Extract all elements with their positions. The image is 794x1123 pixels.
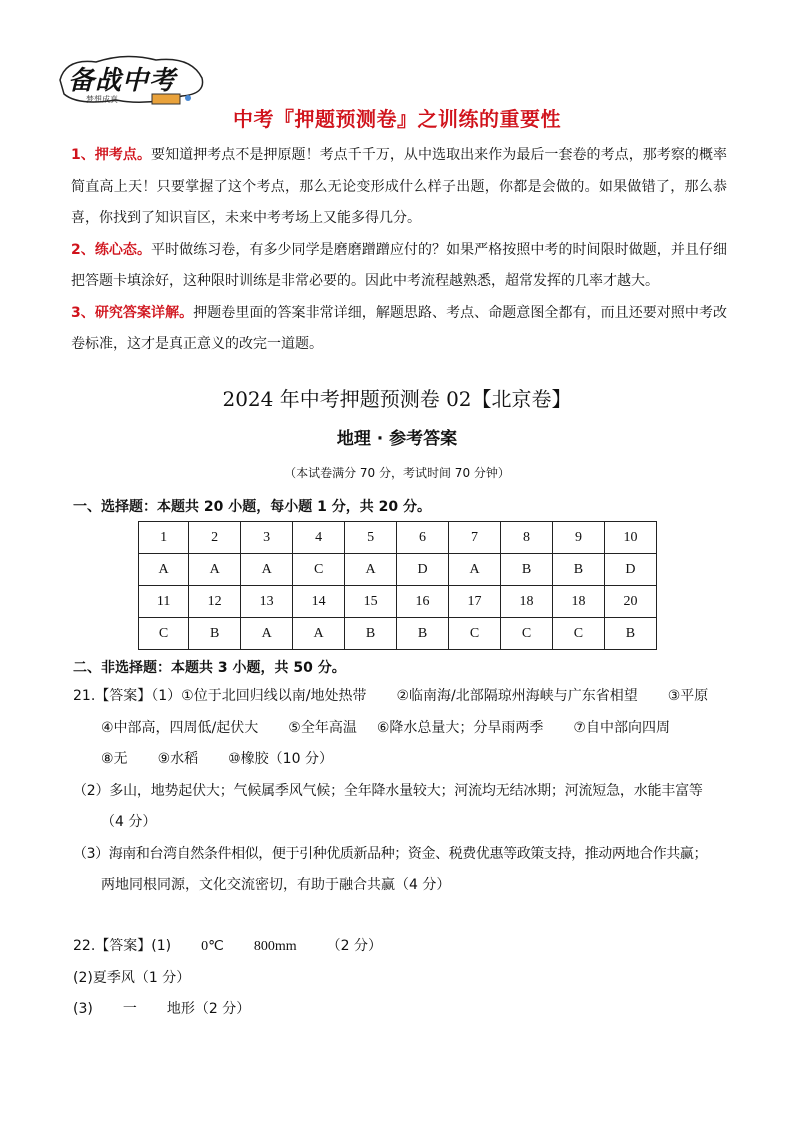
answer-21-item: ⑧无 [101,751,128,767]
table-row [139,554,657,586]
answer-21-part3: （3）海南和台湾自然条件相似，便于引种优质新品种；资金、税费优惠等政策支持，推动两地合作共赢； [73,845,708,862]
table-cell: 20 [604,586,656,618]
table-cell: 5 [345,522,397,554]
table-cell: 15 [345,586,397,618]
table-cell: A [139,554,189,586]
promo-item [71,140,727,235]
answer-21-item: ④中部高，四周低/起伏大 [101,719,259,736]
table-cell: A [449,554,501,586]
table-cell: 6 [397,522,449,554]
answer-21 [73,681,733,902]
table-cell: 17 [449,586,501,618]
table-cell: 10 [604,522,656,554]
answer-22-line3 [73,994,733,1026]
table-cell: 18 [552,586,604,618]
table-cell: C [552,618,604,650]
table-cell: D [397,554,449,586]
answer-21-part3-cont: 两地同根同源，文化交流密切，有助于融合共赢（4 分） [101,877,451,893]
answer-22-prefix: 22.【答案】(1) [73,938,172,954]
answer-21-item: ①位于北回归线以南/地处热带 [181,688,367,704]
exam-note: （本试卷满分 70 分，考试时间 70 分钟） [284,466,510,480]
answer-21-line3 [73,744,733,776]
answer-22-part3-prefix: (3) [73,1001,93,1017]
table-cell: B [345,618,397,650]
answer-21-item: ③平原 [667,688,709,704]
logo-text: 备战中考 [68,66,177,96]
answer-21-part2-score: （4 分） [101,814,157,830]
answer-21-prefix: 21.【答案】（1） [73,688,182,704]
promo-item-label: 2、练心态。 [71,241,152,258]
brand-logo [56,50,206,110]
answer-22-value: 地形（2 分） [166,1001,251,1017]
table-cell: B [189,618,241,650]
answer-22 [73,931,733,1026]
logo-tagline: 梦想成真 [86,95,118,104]
table-row [139,586,657,618]
answer-22-line1 [73,931,733,963]
table-cell: 13 [241,586,293,618]
answer-21-item: ⑥降水总量大；分旱雨两季 [376,719,544,736]
promo-section [71,140,727,361]
table-cell: 1 [139,522,189,554]
answer-21-item: ⑩橡胶（10 分） [228,751,333,767]
table-cell: A [345,554,397,586]
exam-title: 2024 年中考押题预测卷 02【北京卷】 [222,387,572,411]
promo-title: 中考『押题预测卷』之训练的重要性 [233,107,561,131]
exam-subtitle: 地理 · 参考答案 [336,429,458,449]
table-cell: 2 [189,522,241,554]
answer-21-line2 [73,713,733,745]
table-cell: C [293,554,345,586]
table-cell: C [449,618,501,650]
table-cell: A [293,618,345,650]
table-cell: A [189,554,241,586]
section2-heading: 二、非选择题：本题共 3 小题，共 50 分。 [73,660,346,676]
answer-22-value: 一 [122,1001,137,1017]
table-cell: A [241,618,293,650]
table-cell: C [139,618,189,650]
answer-21-line1 [73,681,733,713]
table-cell: 14 [293,586,345,618]
table-cell: B [501,554,553,586]
answer-21-item: ②临南海/北部隔琼州海峡与广东省相望 [396,688,638,704]
promo-item [71,235,727,298]
table-cell: 9 [552,522,604,554]
answer-22-line2: (2)夏季风（1 分） [73,969,191,986]
answer-22-score: （2 分） [326,938,382,954]
table-cell: 12 [189,586,241,618]
answer-21-item: ⑤全年高温 [288,719,357,736]
answer-22-value: 800mm [253,939,297,954]
table-cell: 11 [139,586,189,618]
answer-22-value: 0℃ [201,939,224,954]
table-cell: 16 [397,586,449,618]
table-row [139,618,657,650]
answer-21-item: ⑨水稻 [157,751,199,767]
promo-item-text: 平时做练习卷，有多少同学是磨磨蹭蹭应付的？如果严格按照中考的时间限时做题，并且仔细把答题卡填涂好，这种限时训练是非常必要的。因此中考流程越熟悉，超常发挥的几率才越大。 [71,241,728,289]
table-cell: B [397,618,449,650]
promo-item-text: 要知道押考点不是押原题！考点千千万，从中选取出来作为最后一套卷的考点，那考察的概率简直高上天！只要掌握了这个考点，那么无论变形成什么样子出题，你都是会做的。如果做错了，那么恭喜，你找到了知识盲区，未来中考考场上又能多得几分。 [71,147,728,226]
table-cell: D [604,554,656,586]
table-cell: 3 [241,522,293,554]
table-row [139,522,657,554]
table-cell: C [501,618,553,650]
table-cell: 7 [449,522,501,554]
table-cell: B [604,618,656,650]
promo-item-label: 1、押考点。 [71,147,152,163]
table-cell: A [241,554,293,586]
answer-table [138,521,657,650]
section1-heading: 一、选择题：本题共 20 小题，每小题 1 分，共 20 分。 [73,499,431,515]
table-cell: B [552,554,604,586]
logo-dot-shape [185,95,191,101]
answer-21-part2: （2）多山，地势起伏大；气候属季风气候；全年降水量较大；河流均无结冰期；河流短急，水能丰富等 [73,782,703,799]
answer-21-item: ⑦自中部向四周 [573,719,670,736]
table-cell: 8 [501,522,553,554]
table-cell: 4 [293,522,345,554]
table-cell: 18 [501,586,553,618]
promo-item [71,298,727,361]
promo-item-label: 3、研究答案详解。 [71,304,194,321]
promo-item-text: 押题卷里面的答案非常详细，解题思路、考点、命题意图全都有，而且还要对照中考改卷标准，这才是真正意义的改完一道题。 [71,304,727,352]
